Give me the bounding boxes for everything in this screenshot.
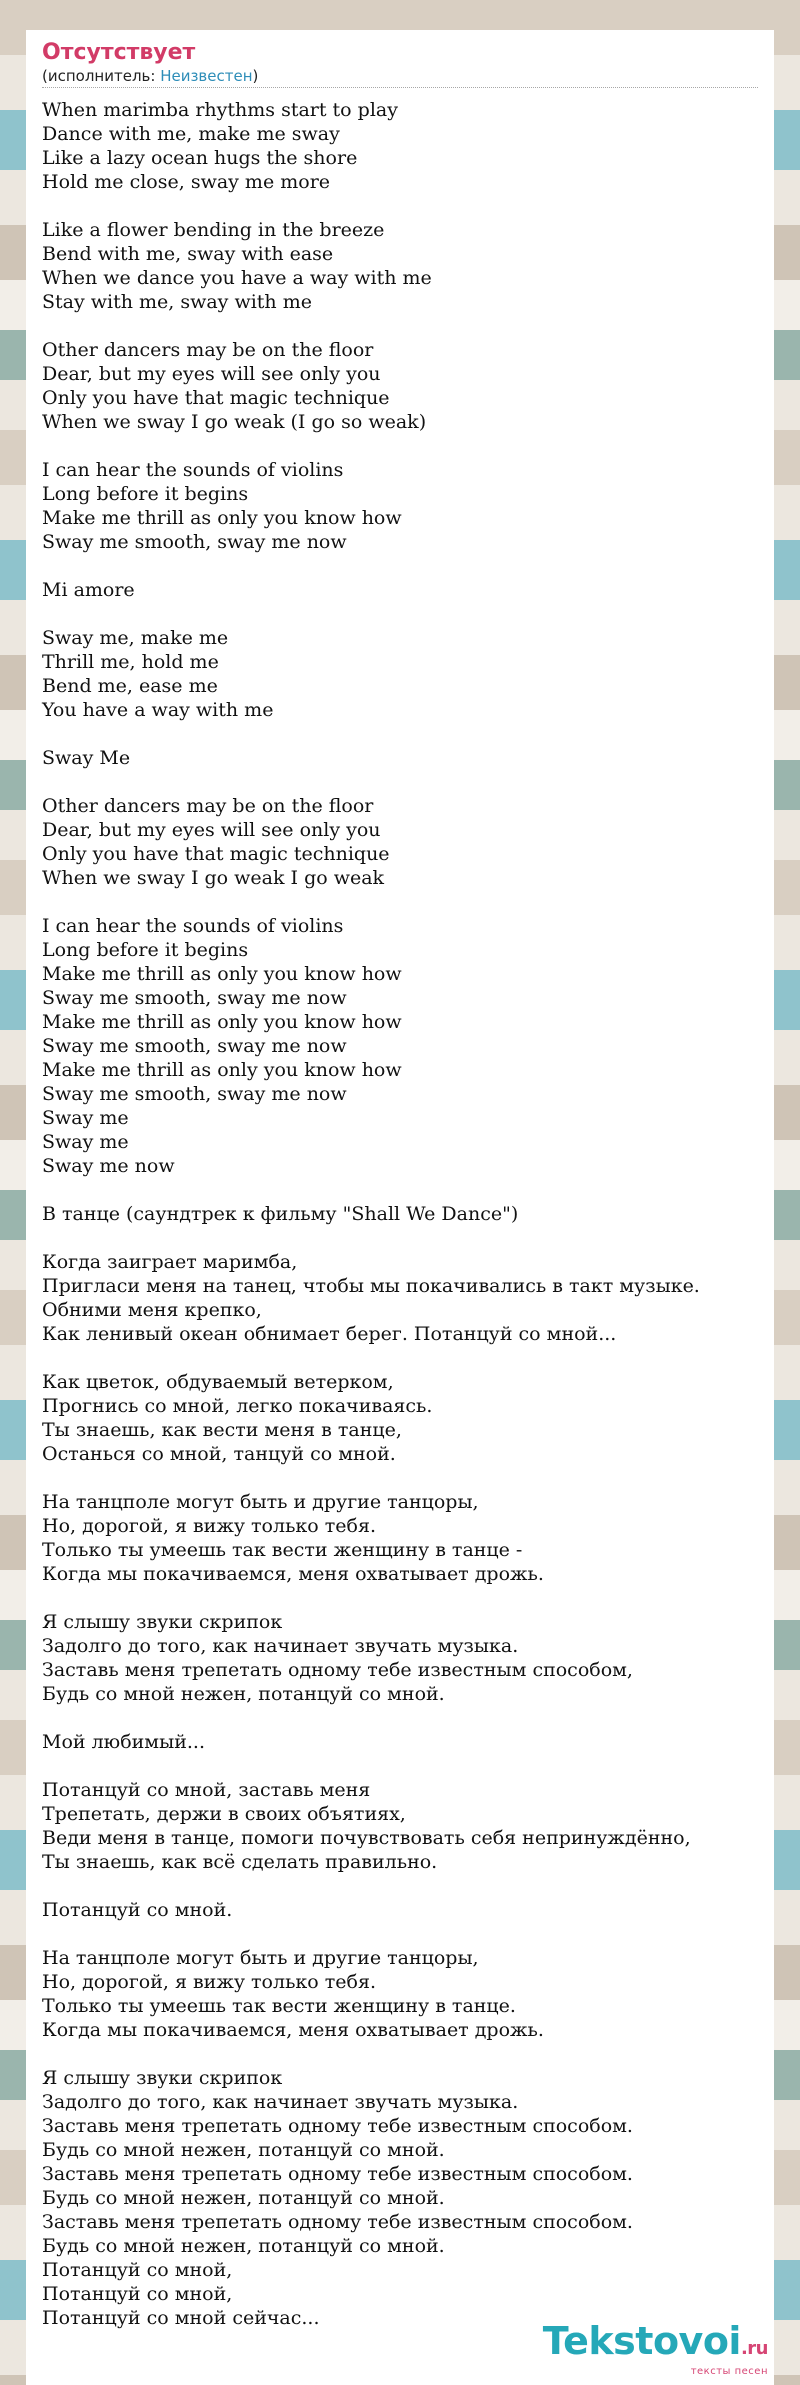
lyric-line: Заставь меня трепетать одному тебе известным способом. (42, 2211, 633, 2233)
lyric-line: Когда мы покачиваемся, меня охватывает дрожь. (42, 2019, 544, 2041)
lyrics-stanza (42, 218, 758, 314)
lyric-line: Заставь меня трепетать одному тебе известным способом. (42, 2163, 633, 2185)
lyrics-stanza (42, 1778, 758, 1874)
lyric-line: Bend with me, sway with ease (42, 243, 334, 265)
lyric-line: Я слышу звуки скрипок (42, 2067, 283, 2089)
lyric-line: When we dance you have a way with me (42, 267, 432, 289)
lyrics-stanza (42, 1370, 758, 1466)
lyric-line: Потанцуй со мной, (42, 2259, 233, 2281)
lyric-line: Прогнись со мной, легко покачиваясь. (42, 1395, 433, 1417)
lyric-line: Sway me smooth, sway me now (42, 531, 347, 553)
lyric-line: Потанцуй со мной, заставь меня (42, 1779, 371, 1801)
lyrics-stanza (42, 1946, 758, 2042)
lyric-line: Будь со мной нежен, потанцуй со мной. (42, 2235, 445, 2257)
lyrics-stanza (42, 626, 758, 722)
lyric-line: Но, дорогой, я вижу только тебя. (42, 1515, 376, 1537)
site-logo[interactable] (542, 2319, 768, 2377)
logo-domain: .ru (740, 2338, 768, 2359)
lyric-line: Other dancers may be on the floor (42, 339, 374, 361)
lyric-line: Make me thrill as only you know how (42, 507, 402, 529)
lyric-line: Like a flower bending in the breeze (42, 219, 385, 241)
lyric-line: Ты знаешь, как вести меня в танце, (42, 1419, 402, 1441)
lyric-line: Bend me, ease me (42, 675, 218, 697)
lyric-line: Long before it begins (42, 939, 249, 961)
lyric-line: When marimba rhythms start to play (42, 99, 398, 121)
lyric-line: Sway me smooth, sway me now (42, 1083, 347, 1105)
lyrics-stanza (42, 338, 758, 434)
lyric-line: Останься со мной, танцуй со мной. (42, 1443, 396, 1465)
lyric-line: Потанцуй со мной. (42, 1899, 233, 1921)
lyrics-stanza (42, 1730, 758, 1754)
lyrics-stanza (42, 1490, 758, 1586)
lyric-line: Dear, but my eyes will see only you (42, 819, 381, 841)
lyrics-stanza (42, 1250, 758, 1346)
lyric-line: Задолго до того, как начинает звучать музыка. (42, 2091, 519, 2113)
lyric-line: Make me thrill as only you know how (42, 1011, 402, 1033)
lyric-line: Потанцуй со мной, (42, 2283, 233, 2305)
lyric-line: I can hear the sounds of violins (42, 915, 344, 937)
lyric-line: Пригласи меня на танец, чтобы мы покачивались в такт музыке. (42, 1275, 700, 1297)
lyrics-stanza (42, 1610, 758, 1706)
artist-prefix: (исполнитель: (42, 67, 161, 85)
lyric-line: Будь со мной нежен, потанцуй со мной. (42, 1683, 445, 1705)
lyric-line: Mi amore (42, 579, 135, 601)
logo-wordmark (542, 2319, 768, 2368)
lyrics-stanza (42, 794, 758, 890)
lyric-line: Dance with me, make me sway (42, 123, 340, 145)
lyric-line: Only you have that magic technique (42, 387, 390, 409)
lyrics-stanza (42, 98, 758, 194)
lyric-line: Потанцуй со мной сейчас... (42, 2307, 320, 2329)
lyrics-stanza (42, 458, 758, 554)
lyrics-stanza (42, 914, 758, 1178)
lyric-line: Sway me smooth, sway me now (42, 987, 347, 1009)
lyric-line: Веди меня в танце, помоги почувствовать себя непринуждённо, (42, 1827, 691, 1849)
artist-line (42, 66, 758, 88)
logo-name: Tekstovoi (542, 2319, 741, 2363)
lyric-line: Я слышу звуки скрипок (42, 1611, 283, 1633)
lyric-line: Задолго до того, как начинает звучать музыка. (42, 1635, 519, 1657)
lyric-line: Long before it begins (42, 483, 249, 505)
lyric-line: Как ленивый океан обнимает берег. Потанцуй со мной... (42, 1323, 617, 1345)
lyric-line: Когда заиграет маримба, (42, 1251, 298, 1273)
lyric-line: Ты знаешь, как всё сделать правильно. (42, 1851, 438, 1873)
lyric-line: Stay with me, sway with me (42, 291, 312, 313)
song-title: Отсутствует (42, 40, 196, 65)
lyric-line: Только ты умеешь так вести женщину в танце. (42, 1995, 516, 2017)
lyric-line: Sway me smooth, sway me now (42, 1035, 347, 1057)
lyric-line: Обними меня крепко, (42, 1299, 262, 1321)
lyric-line: Будь со мной нежен, потанцуй со мной. (42, 2187, 445, 2209)
lyric-line: На танцполе могут быть и другие танцоры, (42, 1491, 479, 1513)
lyric-line: Make me thrill as only you know how (42, 963, 402, 985)
lyrics-stanza (42, 746, 758, 770)
lyric-line: Make me thrill as only you know how (42, 1059, 402, 1081)
lyric-line: На танцполе могут быть и другие танцоры, (42, 1947, 479, 1969)
lyric-line: Когда мы покачиваемся, меня охватывает дрожь. (42, 1563, 544, 1585)
lyrics-card (26, 30, 774, 2385)
artist-suffix: ) (252, 67, 259, 85)
lyric-line: Трепетать, держи в своих объятиях, (42, 1803, 406, 1825)
lyrics-body (42, 98, 758, 2330)
lyric-line: I can hear the sounds of violins (42, 459, 344, 481)
lyric-line: Мой любимый... (42, 1731, 205, 1753)
lyric-line: Заставь меня трепетать одному тебе известным способом. (42, 2115, 633, 2137)
lyrics-stanza (42, 578, 758, 602)
lyric-line: Только ты умеешь так вести женщину в танце - (42, 1539, 523, 1561)
lyric-line: When we sway I go weak I go weak (42, 867, 385, 889)
lyric-line: Sway me, make me (42, 627, 229, 649)
artist-link[interactable]: Неизвестен (160, 67, 253, 85)
lyric-line: You have a way with me (42, 699, 274, 721)
lyric-line: Sway me now (42, 1155, 175, 1177)
lyric-line: Sway me (42, 1131, 129, 1153)
logo-tagline: тексты песен (690, 2366, 768, 2377)
lyrics-stanza (42, 2066, 758, 2330)
lyric-line: Dear, but my eyes will see only you (42, 363, 381, 385)
lyric-line: Sway Me (42, 747, 131, 769)
lyric-line: Thrill me, hold me (42, 651, 219, 673)
lyric-line: Only you have that magic technique (42, 843, 390, 865)
lyric-line: Заставь меня трепетать одному тебе известным способом, (42, 1659, 633, 1681)
lyric-line: В танце (саундтрек к фильму "Shall We Dance") (42, 1203, 519, 1225)
lyric-line: Как цветок, обдуваемый ветерком, (42, 1371, 394, 1393)
lyric-line: Но, дорогой, я вижу только тебя. (42, 1971, 376, 1993)
lyric-line: Hold me close, sway me more (42, 171, 331, 193)
lyric-line: When we sway I go weak (I go so weak) (42, 411, 427, 433)
lyrics-stanza (42, 1898, 758, 1922)
lyric-line: Other dancers may be on the floor (42, 795, 374, 817)
lyric-line: Like a lazy ocean hugs the shore (42, 147, 358, 169)
lyric-line: Будь со мной нежен, потанцуй со мной. (42, 2139, 445, 2161)
lyrics-stanza (42, 1202, 758, 1226)
lyric-line: Sway me (42, 1107, 129, 1129)
